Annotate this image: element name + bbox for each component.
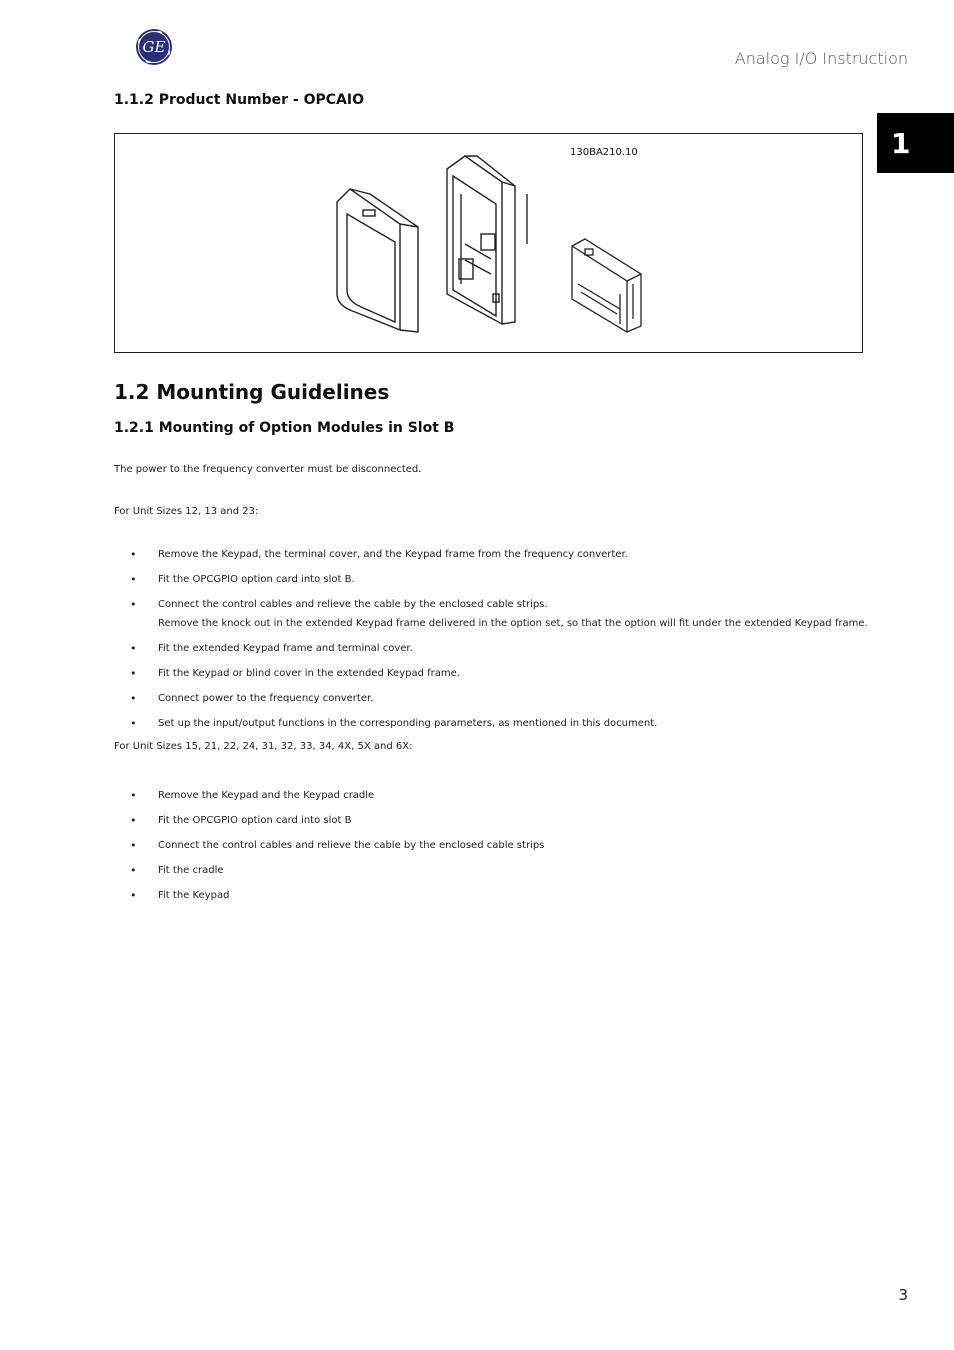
list-item: • Remove the Keypad, the terminal cover, and the Keypad frame from the frequency converter. — [114, 545, 868, 564]
intro-paragraph: The power to the frequency converter must be disconnected. — [114, 464, 422, 475]
list-item: • Fit the OPCGPIO option card into slot B — [114, 811, 544, 830]
list-item: • Connect the control cables and relieve the cable by the enclosed cable strips — [114, 836, 544, 855]
extended-frame-illustration — [447, 156, 527, 324]
option-module-illustration — [572, 239, 641, 332]
list-item: • Fit the OPCGPIO option card into slot B. — [114, 570, 868, 589]
section-heading-product-number: 1.1.2 Product Number - OPCAIO — [114, 92, 365, 108]
list-item: • Remove the Keypad and the Keypad cradle — [114, 786, 544, 805]
bullet-icon: • — [130, 839, 137, 852]
figure-id: 130BA210.10 — [570, 147, 638, 158]
group-b-steps-list — [114, 786, 544, 911]
bullet-icon: • — [130, 642, 137, 655]
bullet-icon: • — [130, 889, 137, 902]
svg-text:GE: GE — [142, 38, 166, 56]
list-item: • Connect power to the frequency converter. — [114, 689, 868, 708]
bullet-icon: • — [130, 667, 137, 680]
page-number: 3 — [898, 1286, 908, 1304]
ge-logo-icon — [135, 28, 173, 66]
product-illustration — [115, 134, 864, 354]
bullet-icon: • — [130, 789, 137, 802]
bullet-icon: • — [130, 548, 137, 561]
bullet-icon: • — [130, 573, 137, 586]
list-item: • Fit the Keypad — [114, 886, 544, 905]
list-item: • Fit the Keypad or blind cover in the extended Keypad frame. — [114, 664, 868, 683]
section-heading-mounting-guidelines: 1.2 Mounting Guidelines — [114, 380, 390, 404]
group-a-steps-list — [114, 545, 868, 739]
bullet-icon: • — [130, 692, 137, 705]
bullet-icon: • — [130, 598, 137, 611]
list-item: • Connect the control cables and relieve the cable by the enclosed cable strips. Remove the knock out in the extended Keypad frame delivered in the option set, so that the option will fit under the extended Keypad frame. — [114, 595, 868, 633]
product-figure — [114, 133, 863, 353]
bullet-icon: • — [130, 814, 137, 827]
chapter-tab: 1 — [877, 113, 954, 173]
list-item: • Fit the extended Keypad frame and terminal cover. — [114, 639, 868, 658]
document-title: Analog I/O Instruction — [734, 49, 908, 68]
bullet-icon: • — [130, 717, 137, 730]
list-item: • Fit the cradle — [114, 861, 544, 880]
list-item: • Set up the input/output functions in the corresponding parameters, as mentioned in this document. — [114, 714, 868, 733]
group-a-label: For Unit Sizes 12, 13 and 23: — [114, 506, 259, 517]
section-heading-mounting-slot-b: 1.2.1 Mounting of Option Modules in Slot B — [114, 420, 455, 436]
group-b-label: For Unit Sizes 15, 21, 22, 24, 31, 32, 33, 34, 4X, 5X and 6X: — [114, 741, 413, 752]
bullet-icon: • — [130, 864, 137, 877]
keypad-cover-illustration — [337, 189, 418, 332]
